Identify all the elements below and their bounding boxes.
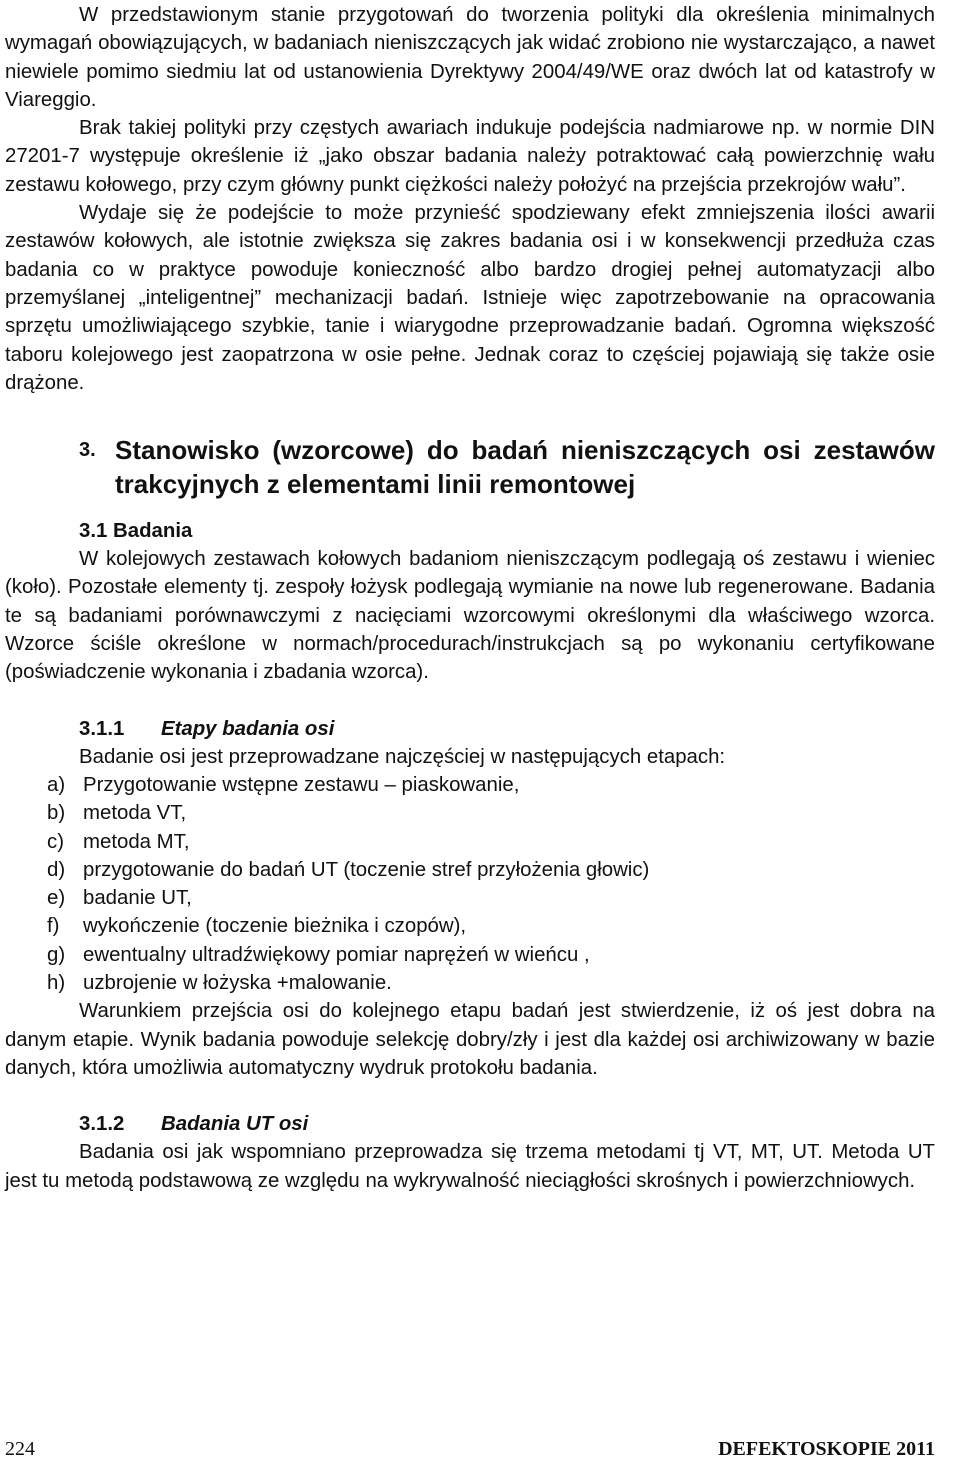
section-3-1-1-heading [5,715,935,743]
list-item: c) metoda MT, [47,830,190,853]
paragraph-wheelset-testing: W kolejowych zestawach kołowych badaniom nieniszczącym podlegają oś zestawu i wieniec (koło). Pozostałe elementy tj. zespoły łożysk podlegają wymianie na nowe lub regenerowane. Badania te są badaniami porównawczymi z nacięciami wzorcowymi określonymi dla właściwego wzorca. Wzorce ściśle określone w normach/procedurach/instrukcjach są po wykonaniu certyfikowane (poświadczenie wykonania i zbadania wzorca). [5,548,935,684]
section-3-1-2-heading [5,1110,935,1138]
paragraph-stages-intro: Badanie osi jest przeprowadzane najczęściej w następujących etapach: [79,745,726,768]
list-item: d) przygotowanie do badań UT (toczenie stref przyłożenia głowic) [47,858,650,881]
testing-stages-list [5,771,935,997]
page-content [5,0,935,1195]
section-3-1-heading: 3.1 Badania [79,520,193,543]
section-3-number: 3. [79,439,96,462]
list-item: e) badanie UT, [47,887,192,910]
list-item: a) Przygotowanie wstępne zestawu – piaskowanie, [47,773,520,796]
section-3-title: Stanowisko (wzorcowe) do badań nieniszczących osi zestawów trakcyjnych z elementami linii remontowej [115,435,935,500]
paragraph-approach-effects: Wydaje się że podejście to może przynieść spodziewany efekt zmniejszenia ilości awarii zestawów kołowych, ale istotnie zwiększa się zakres badania osi i w konsekwencji przedłuża czas badania co w praktyce powoduje konieczność albo bardzo drogiej pełnej automatyzacji albo przemyślanej „inteligentnej” mechanizacji badań. Istnieje więc zapotrzebowanie na opracowania sprzętu umożliwiającego szybkie, tanie i wiarygodne przeprowadzanie badań. Ogromna większość taboru kolejowego jest zaopatrzona w osie pełne. Jednak coraz to częściej pojawiają się także osie drążone. [5,202,935,394]
list-item: g) ewentualny ultradźwiękowy pomiar naprężeń w wieńcu , [47,943,590,966]
section-3-1-1-title: Etapy badania osi [161,717,335,740]
paragraph-policy-intro: W przedstawionym stanie przygotowań do tworzenia polityki dla określenia minimalnych wymagań obowiązujących, w badaniach nieniszczących jak widać zrobiono nie wystarczająco, a nawet niewiele pomimo siedmiu lat od ustanowienia Dyrektywy 2004/49/WE oraz dwóch lat od katastrofy w Viareggio. [5,4,935,111]
page-number: 224 [5,1438,35,1460]
paragraph-stage-transition: Warunkiem przejścia osi do kolejnego etapu badań jest stwierdzenie, iż oś jest dobra na danym etapie. Wynik badania powoduje selekcję dobry/zły i jest dla każdej osi archiwizowany w bazie danych, która umożliwia automatyczny wydruk protokołu badania. [5,1000,935,1079]
page-footer [5,1437,935,1461]
list-item: h) uzbrojenie w łożyska +malowanie. [47,972,392,995]
paragraph-ut-methods: Badania osi jak wspomniano przeprowadza się trzema metodami tj VT, MT, UT. Metoda UT jest tu metodą podstawową ze względu na wykrywalność nieciągłości skrośnych i powierzchniowych. [5,1141,935,1192]
list-item: f) wykończenie (toczenie bieżnika i czopów), [47,915,467,938]
list-item: b) metoda VT, [47,802,187,825]
section-3-1-2-title: Badania UT osi [161,1113,309,1136]
journal-name: DEFEKTOSKOPIE 2011 [718,1438,935,1460]
section-3-1-2-number: 3.1.2 [79,1113,125,1136]
section-3-heading [5,433,935,501]
paragraph-din-norm: Brak takiej polityki przy częstych awariach indukuje podejścia nadmiarowe np. w normie DIN 27201-7 występuje określenie iż „jako obszar badania należy potraktować całą powierzchnię wału zestawu kołowego, przy czym główny punkt ciężkości należy położyć na przejścia przekrojów wału”. [5,117,935,196]
section-3-1-1-number: 3.1.1 [79,717,125,740]
